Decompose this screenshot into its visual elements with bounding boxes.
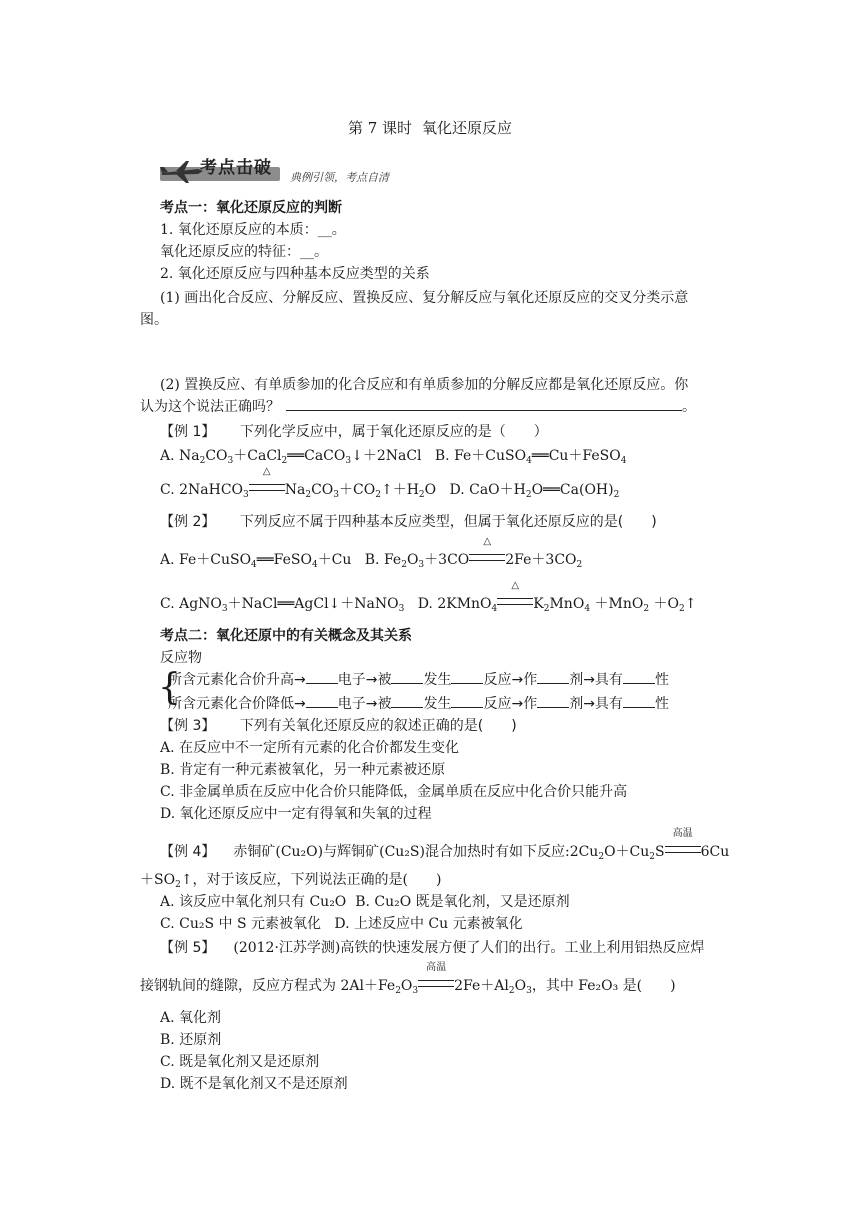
example-5-stem: (2012·江苏学测)高铁的快速发展方便了人们的出行。工业上利用铝热反应焊: [233, 940, 705, 956]
example-3-stem: 下列有关氧化还原反应的叙述正确的是( ): [239, 718, 517, 734]
section-banner: [160, 157, 410, 187]
example-5-option-d: D. 既不是氧化剂又不是还原剂: [160, 1076, 348, 1092]
airplane-icon: [160, 159, 204, 185]
example-4-stem: 赤铜矿(Cu₂O)与辉铜矿(Cu₂S)混合加热时有如下反应:: [233, 844, 570, 860]
lesson-topic: 氧化还原反应: [422, 119, 513, 137]
answer-blank[interactable]: [286, 410, 682, 411]
example-4-option-c: C. Cu₂S 中 S 元素被氧化: [160, 916, 321, 932]
example-3-option-b: B. 肯定有一种元素被氧化，另一种元素被还原: [160, 762, 446, 778]
example-5-line2b: ，其中 Fe₂O₃ 是( ): [531, 978, 676, 994]
example-5-line2: 接钢轨间的缝隙，反应方程式为 $2Al+Fe_2O_3$ 高温 $2Fe+Al_2O_3$，其中 Fe₂O₃ 是( ): [140, 962, 676, 996]
banner-subtitle: 典例引领，考点自清: [290, 171, 389, 184]
banner-label: 考点击破: [200, 158, 272, 178]
high-temp-arrow: [665, 828, 701, 862]
example-4-option-a: A. 该反应中氧化剂只有 Cu₂O: [160, 894, 347, 910]
example-2-options-cd: C. AgNO$_3$＋NaCl══AgCl↓＋NaNO$_3$ D. 2KMnO$_4$ △ $K_2MnO_4 +MnO_2$ $+O_2↑$: [160, 580, 697, 614]
example-4-options-ab: [160, 892, 570, 912]
example-5-option-b: B. 还原剂: [160, 1032, 222, 1048]
blank[interactable]: [306, 683, 338, 684]
blank[interactable]: [451, 707, 483, 708]
concept-row-2: 所含元素化合价降低→ 电子→被 发生 反应→作 剂→具有 性: [168, 696, 669, 712]
section1-heading: 考点一：氧化还原反应的判断: [160, 200, 342, 216]
blank[interactable]: [623, 683, 655, 684]
blank[interactable]: [537, 707, 569, 708]
example-5-option-c: C. 既是氧化剂又是还原剂: [160, 1054, 320, 1070]
example-5-label: 【例 5】: [160, 940, 216, 956]
example-3-option-a: A. 在反应中不一定所有元素的化合价都发生变化: [160, 740, 460, 756]
question-1b: 氧化还原反应的特征：__。: [160, 244, 328, 260]
example-1-label: 【例 1】: [160, 424, 216, 440]
example-4: 【例 4】 赤铜矿(Cu₂O)与辉铜矿(Cu₂S)混合加热时有如下反应$:2Cu_2O+Cu_2S$ 高温 6Cu: [160, 828, 730, 862]
example-1: [160, 422, 548, 442]
example-1-options-cd: C. 2NaHCO$_3$ △ $Na_2CO_3+CO_2↑+H_2O$ D. $CaO+H_2O══Ca(OH)_2$: [160, 466, 620, 500]
heat-symbol: △: [511, 580, 520, 591]
example-4-options-cd: [160, 914, 523, 934]
example-4-option-b: B. Cu₂O 既是氧化剂，又是还原剂: [355, 894, 570, 910]
high-temp-arrow: [418, 962, 454, 996]
example-4-line2: $+SO_2↑$，对于该反应，下列说法正确的是( ): [140, 872, 442, 890]
heat-arrow: [249, 466, 285, 500]
example-5: [160, 938, 704, 958]
question-1a: 1. 氧化还原反应的本质：__。: [160, 222, 346, 238]
example-1-options-ab: A. $Na_2CO_3+CaCl_2══CaCO_3↓+2NaCl$ B. Fe＋CuSO$_4$══Cu＋FeSO$_4$: [160, 448, 627, 466]
question-2-2b: 认为这个说法正确吗？: [140, 399, 280, 415]
question-2-2b-line: [140, 397, 696, 417]
blank[interactable]: [451, 683, 483, 684]
high-temp-label: 高温: [426, 962, 447, 973]
question-2-2-end: 。: [682, 399, 696, 415]
example-2-stem: 下列反应不属于四种基本反应类型，但属于氧化还原反应的是( ): [239, 514, 657, 530]
blank[interactable]: [306, 707, 338, 708]
heat-symbol: △: [483, 536, 492, 547]
example-2: [160, 512, 657, 532]
lesson-number: 第 7 课时: [347, 119, 413, 137]
example-2-options-ab: A. Fe＋CuSO$_4$══FeSO$_4$＋Cu B. $Fe_2O_3+3CO$ △ $2Fe+3CO_2$: [160, 536, 583, 570]
example-4-cont: ，对于该反应，下列说法正确的是( ): [192, 872, 442, 888]
example-5-line2a: 接钢轨间的缝隙，反应方程式为: [140, 978, 336, 994]
concept-row-1: 所含元素化合价升高→ 电子→被 发生 反应→作 剂→具有 性: [168, 672, 669, 688]
heat-arrow: [469, 536, 505, 570]
blank[interactable]: [623, 707, 655, 708]
heat-symbol: △: [262, 466, 271, 477]
example-3-option-c: C. 非金属单质在反应中化合价只能降低，金属单质在反应中化合价只能升高: [160, 784, 628, 800]
example-3: [160, 716, 517, 736]
section2-heading: 考点二：氧化还原中的有关概念及其关系: [160, 628, 412, 644]
reactant-label: 反应物: [160, 650, 202, 666]
example-2-label: 【例 2】: [160, 514, 216, 530]
question-2: 2. 氧化还原反应与四种基本反应类型的关系: [160, 266, 430, 282]
blank[interactable]: [537, 683, 569, 684]
heat-arrow: [497, 580, 533, 614]
page-title: [0, 118, 860, 138]
example-4-label: 【例 4】: [160, 844, 216, 860]
example-1-stem: 下列化学反应中，属于氧化还原反应的是（ ）: [239, 424, 548, 440]
example-3-label: 【例 3】: [160, 718, 216, 734]
example-3-option-d: D. 氧化还原反应中一定有得氧和失氧的过程: [160, 806, 432, 822]
blank[interactable]: [391, 707, 423, 708]
example-4-option-d: D. 上述反应中 Cu 元素被氧化: [334, 916, 523, 932]
question-2-1b: 图。: [140, 312, 168, 328]
example-5-option-a: A. 氧化剂: [160, 1010, 222, 1026]
high-temp-label: 高温: [672, 828, 693, 839]
blank[interactable]: [391, 683, 423, 684]
question-2-1a: (1) 画出化合反应、分解反应、置换反应、复分解反应与氧化还原反应的交叉分类示意: [160, 290, 689, 306]
brace: {: [158, 667, 181, 708]
question-2-2a: (2) 置换反应、有单质参加的化合反应和有单质参加的分解反应都是氧化还原反应。你: [160, 377, 689, 393]
